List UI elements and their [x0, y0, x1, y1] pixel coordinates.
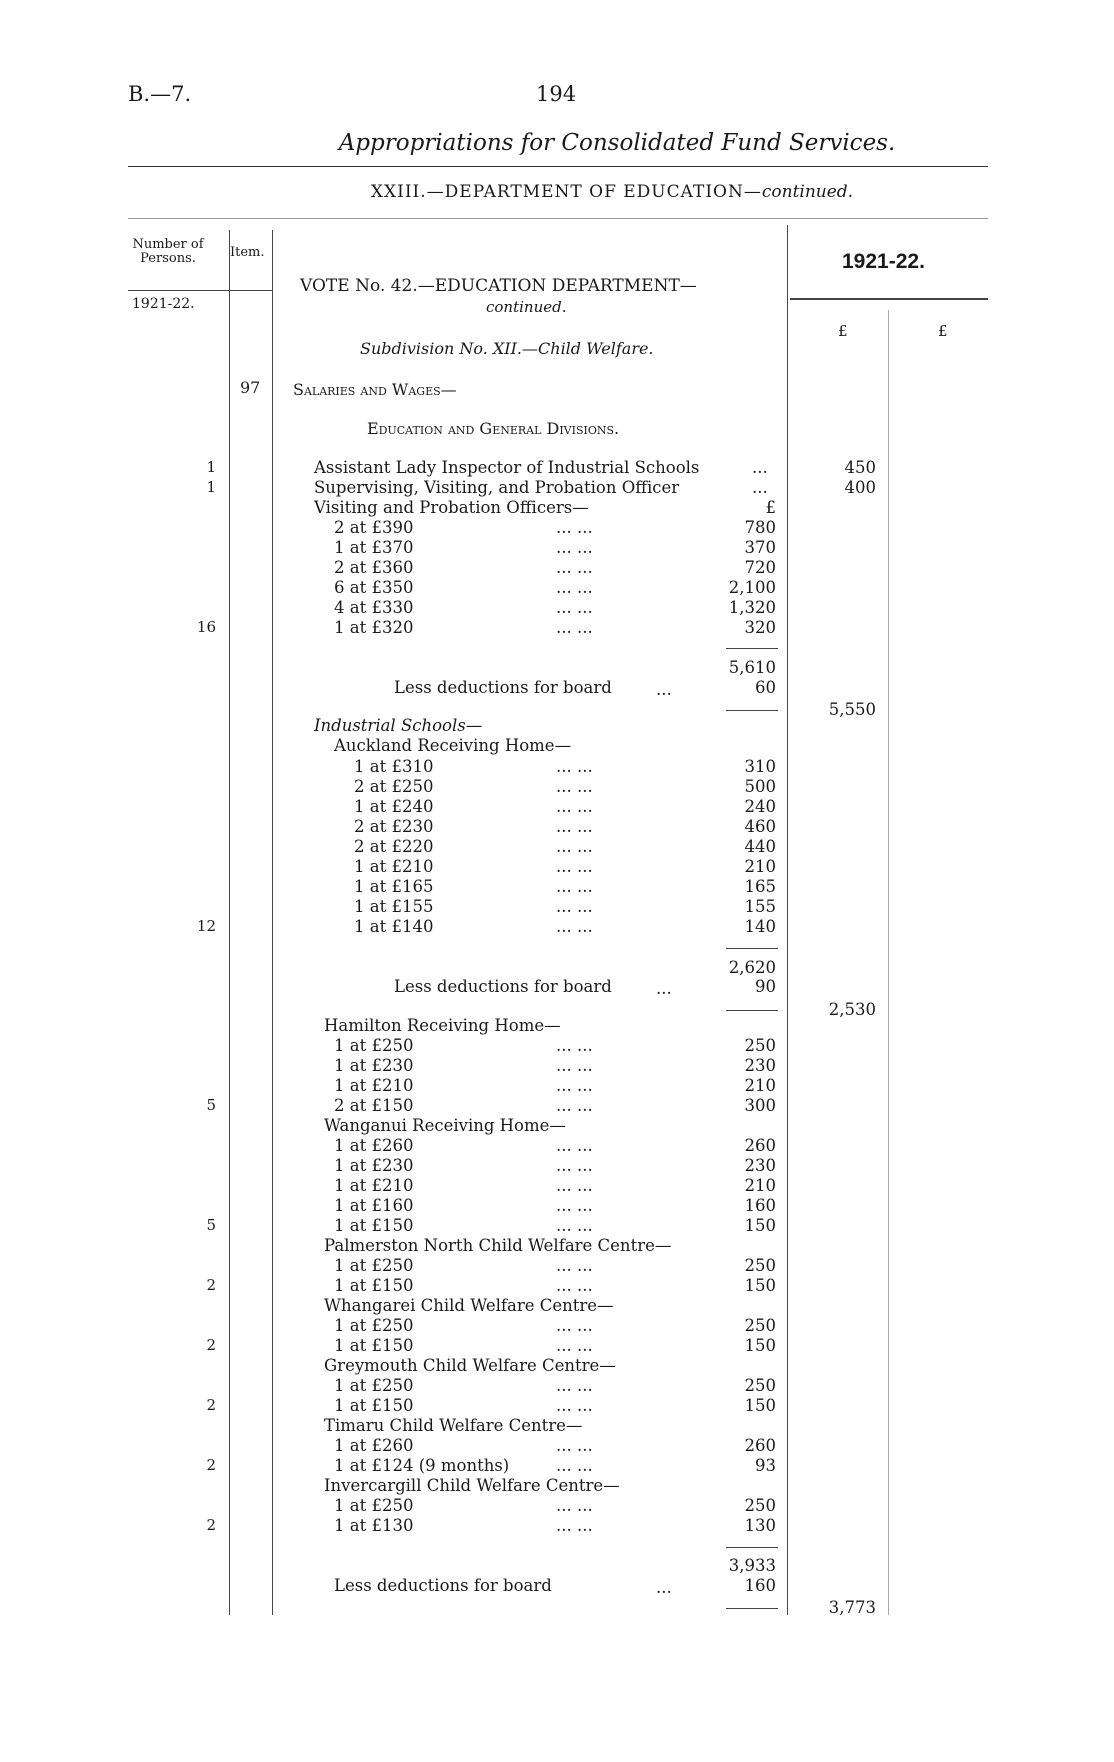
line-item-text: 6 at £350 — [334, 578, 414, 597]
home-heading: Timaru Child Welfare Centre— — [324, 1416, 583, 1435]
leader-dots: ... ... — [556, 1096, 593, 1115]
amount: 250 — [744, 1496, 776, 1515]
amount: 240 — [744, 797, 776, 816]
subtotal: 3,933 — [728, 1556, 776, 1575]
leader-dots: ... ... — [556, 518, 593, 537]
amount: 140 — [744, 917, 776, 936]
amount: 210 — [744, 1076, 776, 1095]
leader-dots: ... ... — [556, 1316, 593, 1335]
amount: 160 — [744, 1196, 776, 1215]
amount: 230 — [744, 1156, 776, 1175]
persons-count: 12 — [196, 917, 216, 935]
line-item-text: 1 at £250 — [334, 1316, 414, 1335]
amount: 370 — [744, 538, 776, 557]
subtotal-rule — [726, 648, 778, 649]
amount: 2,100 — [728, 578, 776, 597]
persons-count: 2 — [206, 1396, 216, 1414]
leader-dots: ... ... — [556, 1436, 593, 1455]
pound-header-2: £ — [938, 322, 948, 340]
leader-dots: ... ... — [556, 917, 593, 936]
persons-count: 2 — [206, 1456, 216, 1474]
amount: 210 — [744, 857, 776, 876]
line-item-text: Visiting and Probation Officers— — [314, 498, 589, 517]
home-heading: Greymouth Child Welfare Centre— — [324, 1356, 616, 1375]
department-rule — [128, 218, 988, 219]
leader-dots: ... ... — [556, 1156, 593, 1175]
line-item-text: 1 at £310 — [354, 757, 434, 776]
line-item-text: 1 at £320 — [334, 618, 414, 637]
leader-dots: ... ... — [556, 1336, 593, 1355]
line-item-text: 1 at £260 — [334, 1436, 414, 1455]
deduction-amount: 160 — [744, 1576, 776, 1595]
line-item-text: 2 at £230 — [354, 817, 434, 836]
leader-dots: ... ... — [556, 877, 593, 896]
amount: 130 — [744, 1516, 776, 1535]
leader-dots: ... ... — [556, 578, 593, 597]
subtotal-rule — [726, 948, 778, 949]
leader-dots: ... ... — [556, 1256, 593, 1275]
leader-dots: ... ... — [556, 1196, 593, 1215]
salaries-heading: Salaries and Wages— — [293, 380, 457, 399]
divisions-heading: Education and General Divisions. — [367, 419, 620, 438]
home-heading: Hamilton Receiving Home— — [324, 1016, 561, 1035]
amount: 440 — [744, 837, 776, 856]
amount: 450 — [844, 458, 876, 477]
line-item-text: 1 at £210 — [354, 857, 434, 876]
line-item-text: 1 at £240 — [354, 797, 434, 816]
line-item-text: 1 at £250 — [334, 1496, 414, 1515]
net-amount: 5,550 — [828, 700, 876, 719]
leader-dots: ... ... — [556, 1396, 593, 1415]
page-title: Appropriations for Consolidated Fund Services. — [338, 130, 896, 156]
home-heading: Whangarei Child Welfare Centre— — [324, 1296, 614, 1315]
leader-dots: ... ... — [556, 1516, 593, 1535]
line-item-text: 1 at £150 — [334, 1336, 414, 1355]
subtotal-rule — [726, 710, 778, 711]
leader-dots: ... — [656, 680, 672, 699]
column-header-year: 1921-22. — [132, 296, 195, 312]
deduction-label: Less deductions for board — [334, 1576, 552, 1595]
amount: 93 — [755, 1456, 776, 1475]
column-divider — [888, 310, 889, 1615]
amount: 150 — [744, 1216, 776, 1235]
line-item-text: 1 at £230 — [334, 1156, 414, 1175]
section-heading: Industrial Schools— — [314, 716, 483, 735]
amount: 780 — [744, 518, 776, 537]
leader-dots: ... ... — [556, 538, 593, 557]
line-item-text: 2 at £360 — [334, 558, 414, 577]
leader-dots: ... ... — [556, 1276, 593, 1295]
line-item-text: 2 at £150 — [334, 1096, 414, 1115]
leader-dots: ... ... — [556, 1136, 593, 1155]
amount: 165 — [744, 877, 776, 896]
amount: 300 — [744, 1096, 776, 1115]
line-item-text: 1 at £155 — [354, 897, 434, 916]
persons-count: 2 — [206, 1516, 216, 1534]
line-item-text: 4 at £330 — [334, 598, 414, 617]
amount: 250 — [744, 1316, 776, 1335]
line-item-text: 1 at £250 — [334, 1036, 414, 1055]
vote-title: VOTE No. 42.—EDUCATION DEPARTMENT— — [300, 276, 697, 296]
net-amount: 2,530 — [828, 1000, 876, 1019]
home-heading: Auckland Receiving Home— — [334, 736, 572, 755]
leader-dots: ... ... — [556, 618, 593, 637]
persons-count: 1 — [206, 478, 216, 496]
amount: £ — [765, 498, 776, 517]
leader-dots: ... ... — [556, 1076, 593, 1095]
leader-dots: ... ... — [556, 1456, 593, 1475]
leader-dots: ... ... — [556, 1036, 593, 1055]
leader-dots: ... ... — [556, 598, 593, 617]
line-item-text: 1 at £230 — [334, 1056, 414, 1075]
net-amount: 3,773 — [828, 1598, 876, 1617]
line-item-text: 1 at £124 (9 months) — [334, 1456, 510, 1475]
item-number: 97 — [240, 378, 261, 397]
pound-header-1: £ — [838, 322, 848, 340]
amount: 1,320 — [728, 598, 776, 617]
vote-continued: continued. — [486, 298, 567, 316]
amount: 250 — [744, 1036, 776, 1055]
line-item-text: 1 at £260 — [334, 1136, 414, 1155]
leader-dots: ... — [752, 458, 768, 477]
line-item-text: 1 at £210 — [334, 1076, 414, 1095]
line-item-text: Supervising, Visiting, and Probation Officer — [314, 478, 680, 497]
line-item-text: 1 at £370 — [334, 538, 414, 557]
line-item-text: 2 at £390 — [334, 518, 414, 537]
home-heading: Wanganui Receiving Home— — [324, 1116, 566, 1135]
column-divider — [787, 225, 788, 1615]
amount: 720 — [744, 558, 776, 577]
leader-dots: ... ... — [556, 797, 593, 816]
page-number: 194 — [536, 82, 577, 106]
column-divider — [272, 230, 273, 1615]
persons-count: 5 — [206, 1096, 216, 1114]
column-divider — [229, 230, 230, 1615]
home-heading: Palmerston North Child Welfare Centre— — [324, 1236, 672, 1255]
amount: 310 — [744, 757, 776, 776]
persons-count: 2 — [206, 1336, 216, 1354]
department-heading: XXIII.—DEPARTMENT OF EDUCATION—continued. — [370, 182, 854, 202]
subtotal-rule — [726, 1010, 778, 1011]
subdivision-title: Subdivision No. XII.—Child Welfare. — [360, 339, 654, 358]
leader-dots: ... ... — [556, 1216, 593, 1235]
deduction-label: Less deductions for board — [394, 678, 612, 697]
leader-dots: ... ... — [556, 817, 593, 836]
deduction-label: Less deductions for board — [394, 977, 612, 996]
line-item-text: 1 at £150 — [334, 1396, 414, 1415]
line-item-text: 2 at £250 — [354, 777, 434, 796]
header-rule-right — [790, 298, 988, 300]
amount: 500 — [744, 777, 776, 796]
leader-dots: ... ... — [556, 558, 593, 577]
amount: 320 — [744, 618, 776, 637]
home-heading: Invercargill Child Welfare Centre— — [324, 1476, 620, 1495]
amount: 230 — [744, 1056, 776, 1075]
leader-dots: ... ... — [556, 1176, 593, 1195]
leader-dots: ... ... — [556, 777, 593, 796]
leader-dots: ... ... — [556, 1056, 593, 1075]
amount: 260 — [744, 1436, 776, 1455]
leader-dots: ... — [656, 1578, 672, 1597]
persons-count: 2 — [206, 1276, 216, 1294]
persons-count: 5 — [206, 1216, 216, 1234]
column-header-item: Item. — [230, 245, 265, 260]
column-header-persons: Number of Persons. — [132, 237, 204, 266]
persons-count: 1 — [206, 458, 216, 476]
line-item-text: 1 at £150 — [334, 1276, 414, 1295]
amount: 155 — [744, 897, 776, 916]
amount: 260 — [744, 1136, 776, 1155]
line-item-text: 1 at £150 — [334, 1216, 414, 1235]
leader-dots: ... ... — [556, 857, 593, 876]
line-item-text: 1 at £250 — [334, 1376, 414, 1395]
leader-dots: ... — [752, 478, 768, 497]
amount: 400 — [844, 478, 876, 497]
amount: 150 — [744, 1276, 776, 1295]
amount: 150 — [744, 1396, 776, 1415]
amount: 250 — [744, 1376, 776, 1395]
leader-dots: ... — [656, 979, 672, 998]
subtotal-rule — [726, 1547, 778, 1548]
amount: 250 — [744, 1256, 776, 1275]
line-item-text: 1 at £210 — [334, 1176, 414, 1195]
leader-dots: ... ... — [556, 1496, 593, 1515]
leader-dots: ... ... — [556, 837, 593, 856]
column-header-year-right: 1921-22. — [842, 250, 925, 273]
deduction-amount: 60 — [755, 678, 776, 697]
line-item-text: 1 at £130 — [334, 1516, 414, 1535]
leader-dots: ... ... — [556, 757, 593, 776]
amount: 210 — [744, 1176, 776, 1195]
line-item-text: 1 at £160 — [334, 1196, 414, 1215]
subtotal-rule — [726, 1608, 778, 1609]
amount: 460 — [744, 817, 776, 836]
line-item-text: 1 at £165 — [354, 877, 434, 896]
header-rule-left — [128, 290, 273, 291]
subtotal: 5,610 — [728, 658, 776, 677]
persons-count: 16 — [196, 618, 216, 636]
page-reference: B.—7. — [128, 82, 192, 106]
title-rule — [128, 166, 988, 167]
line-item-text: 2 at £220 — [354, 837, 434, 856]
leader-dots: ... ... — [556, 1376, 593, 1395]
line-item-text: 1 at £140 — [354, 917, 434, 936]
leader-dots: ... ... — [556, 897, 593, 916]
line-item-text: Assistant Lady Inspector of Industrial Schools — [314, 458, 700, 477]
amount: 150 — [744, 1336, 776, 1355]
line-item-text: 1 at £250 — [334, 1256, 414, 1275]
deduction-amount: 90 — [755, 977, 776, 996]
subtotal: 2,620 — [728, 958, 776, 977]
